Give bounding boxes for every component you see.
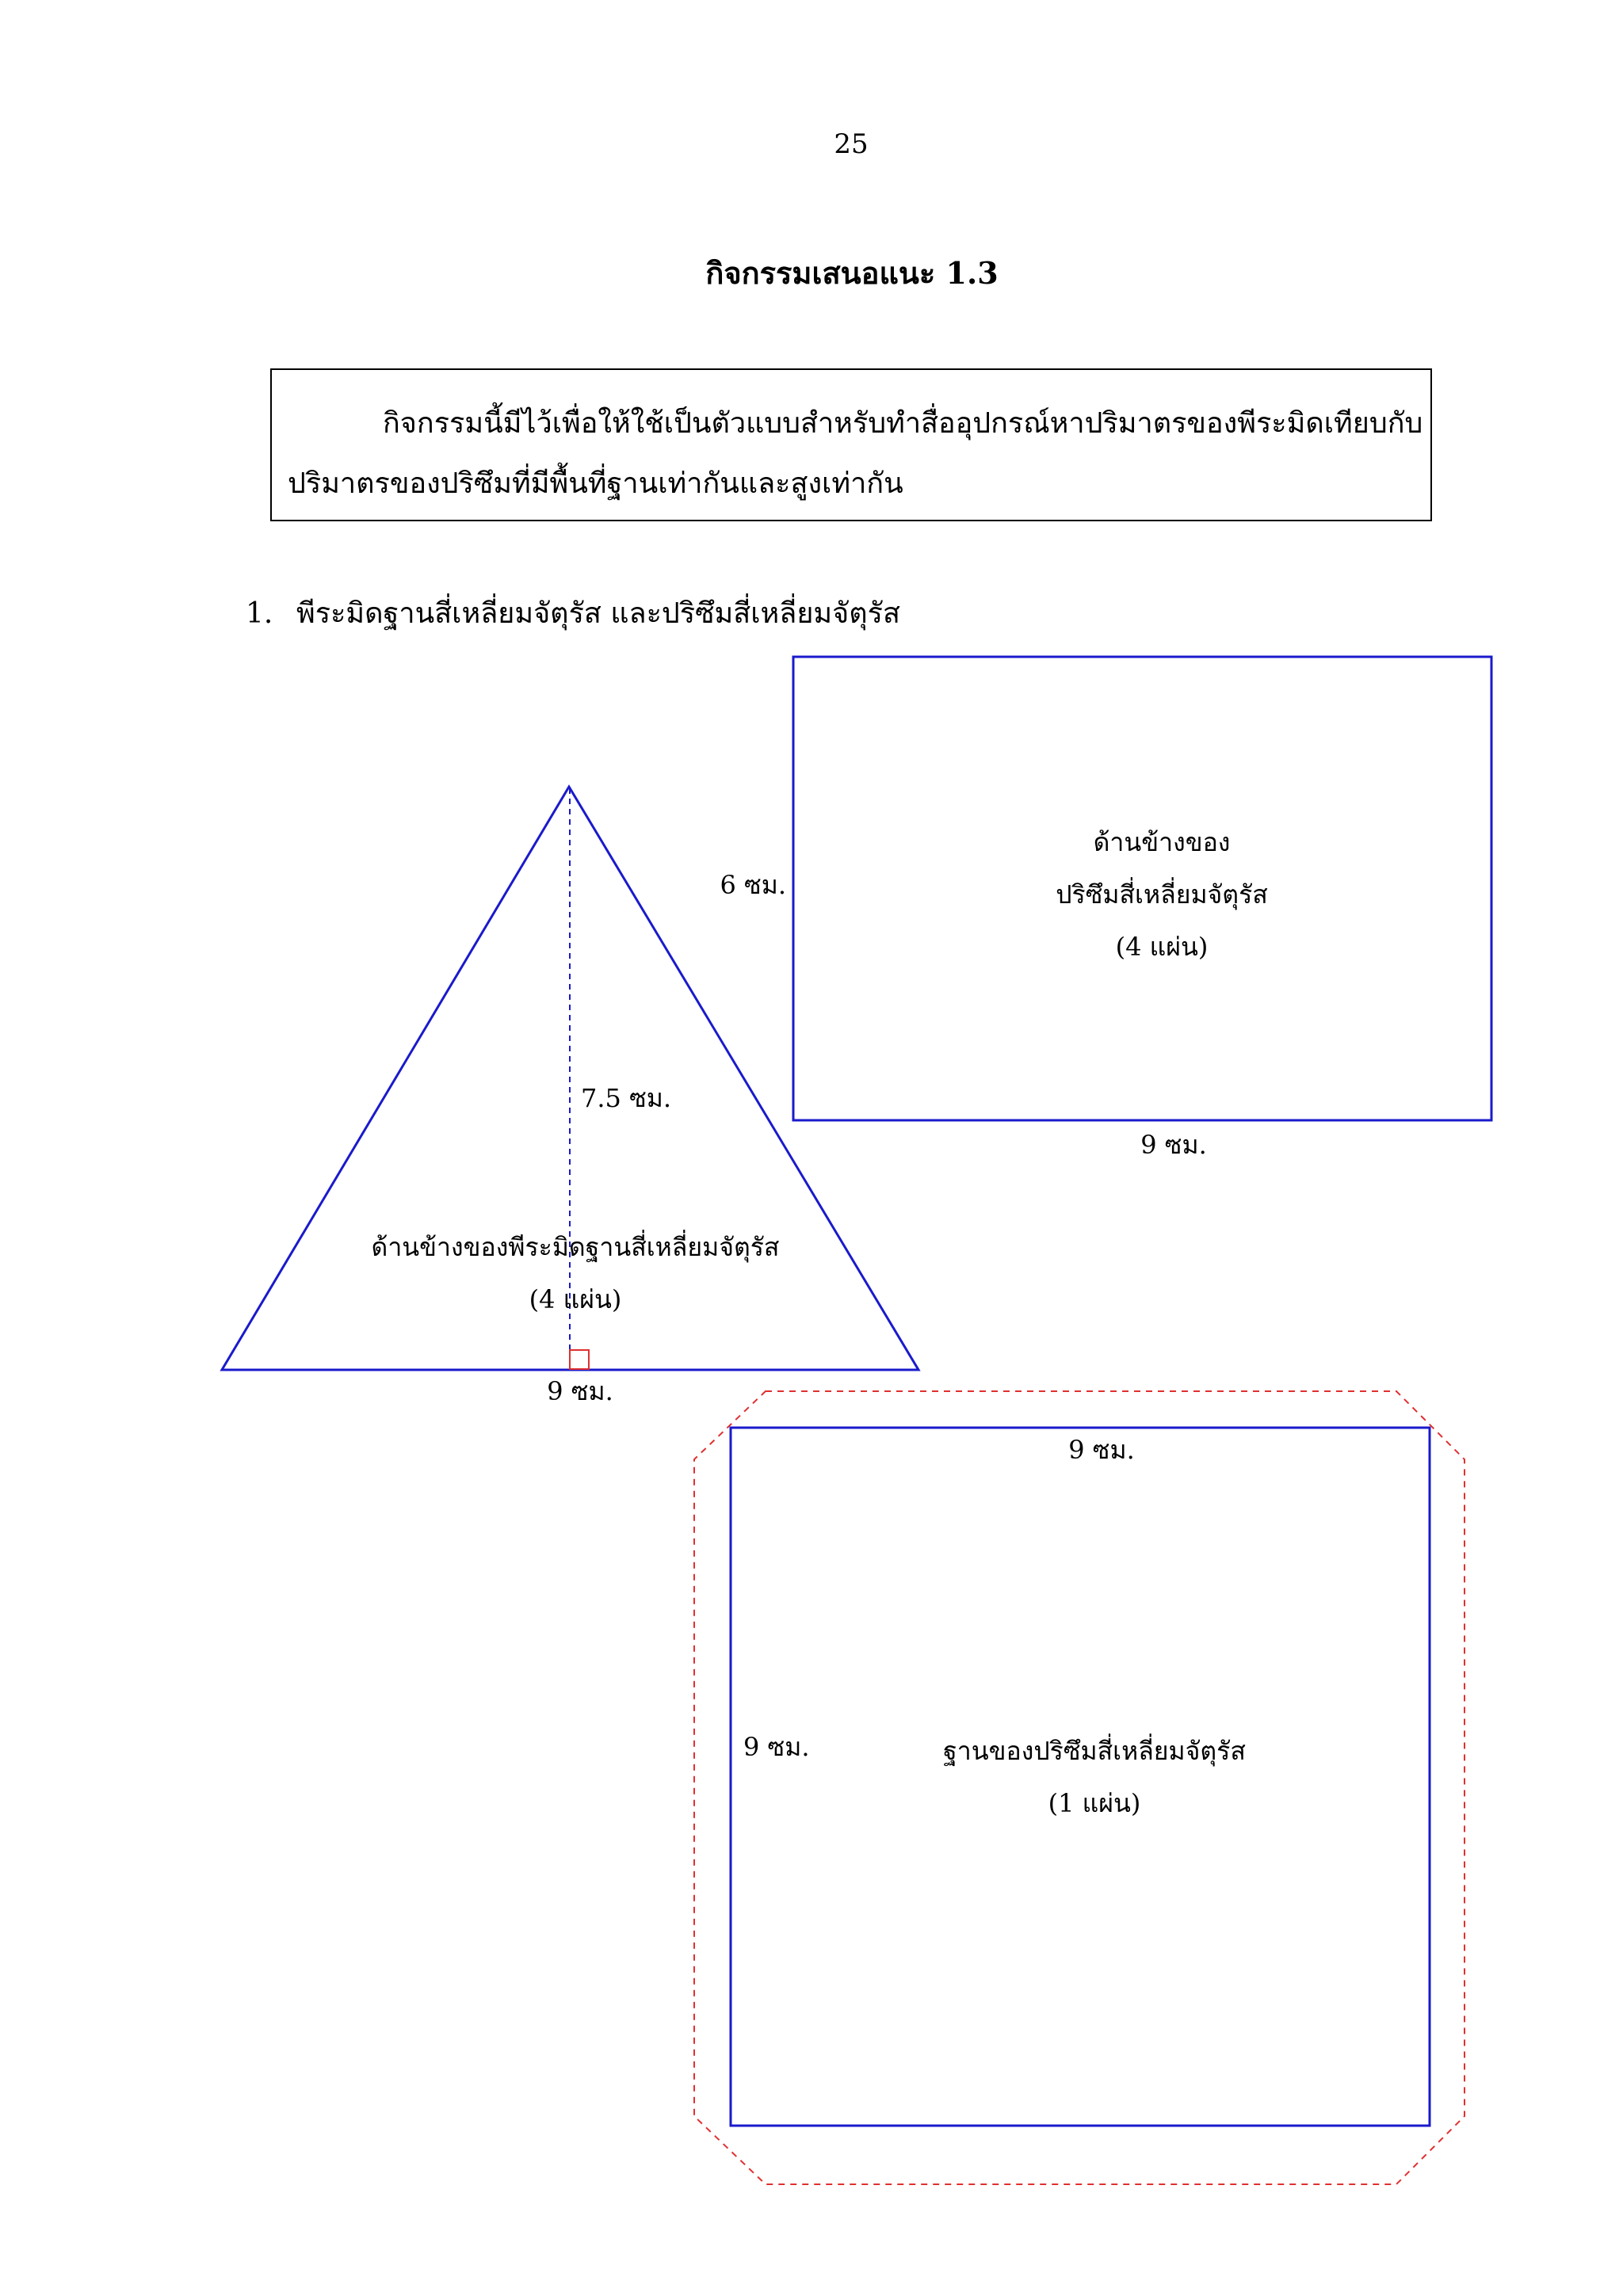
triangle-count: (4 แผ่น) xyxy=(529,1284,622,1314)
triangle-height-label: 7.5 ซม. xyxy=(581,1083,672,1113)
prism-side-caption-line-2: ปริซึมสี่เหลี่ยมจัตุรัส xyxy=(1056,879,1268,910)
prism-base-caption: ฐานของปริซึมสี่เหลี่ยมจัตุรัส xyxy=(943,1736,1246,1766)
activity-heading: กิจกรรมเสนอแนะ 1.3 xyxy=(705,255,999,291)
prism-base-square xyxy=(731,1428,1430,2126)
prism-side-width-label: 9 ซม. xyxy=(1140,1130,1207,1160)
prism-side-face xyxy=(720,657,1491,1160)
page-number: 25 xyxy=(834,128,869,160)
pyramid-side-face xyxy=(222,787,918,1406)
prism-side-count: (4 แผ่น) xyxy=(1115,932,1209,962)
prism-base-top-label: 9 ซม. xyxy=(1068,1435,1135,1465)
prism-side-height-label: 6 ซม. xyxy=(720,870,786,900)
prism-base-side-label: 9 ซม. xyxy=(743,1732,810,1762)
intro-text-line-2: ปริมาตรของปริซึมที่มีพื้นที่ฐานเท่ากันและสูงเท่ากัน xyxy=(288,467,903,500)
triangle-caption: ด้านข้างของพีระมิดฐานสี่เหลี่ยมจัตุรัส xyxy=(371,1232,780,1262)
prism-side-caption-line-1: ด้านข้างของ xyxy=(1093,827,1231,857)
section-number: 1. xyxy=(246,597,273,630)
section-title-text: พีระมิดฐานสี่เหลี่ยมจัตุรัส และปริซึมสี่เหลี่ยมจัตุรัส xyxy=(296,597,900,630)
triangle-base-label: 9 ซม. xyxy=(547,1376,613,1406)
prism-base-face xyxy=(694,1391,1465,2184)
prism-base-count: (1 แผ่น) xyxy=(1048,1788,1141,1818)
right-angle-marker xyxy=(570,1350,589,1369)
intro-text-line-1: กิจกรรมนี้มีไว้เพื่อให้ใช้เป็นตัวแบบสำหรับทำสื่ออุปกรณ์หาปริมาตรของพีระมิดเทียบกับ xyxy=(383,407,1423,440)
